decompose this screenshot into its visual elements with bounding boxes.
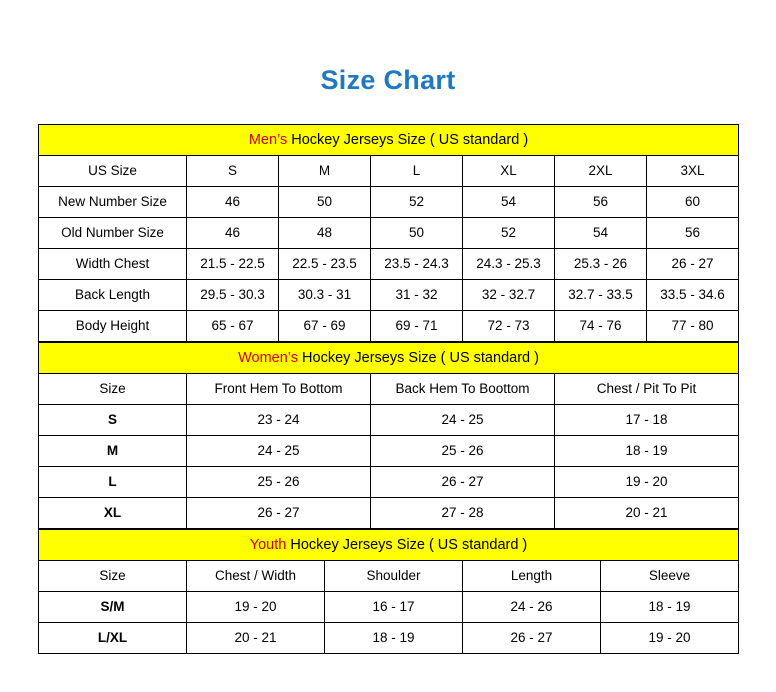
mens-row-2-val-4: 25.3 - 26: [555, 248, 647, 279]
mens-row-3-val-5: 33.5 - 34.6: [647, 279, 739, 310]
womens-row-1-val-2: 18 - 19: [555, 435, 739, 466]
mens-row-2-val-0: 21.5 - 22.5: [187, 248, 279, 279]
table-row: [39, 248, 739, 279]
mens-col-4: XL: [463, 155, 555, 186]
youth-col-0: Size: [39, 560, 187, 591]
mens-column-headers: [39, 155, 739, 186]
table-row: [39, 435, 739, 466]
mens-row-3-val-4: 32.7 - 33.5: [555, 279, 647, 310]
mens-col-3: L: [371, 155, 463, 186]
womens-row-2-val-1: 26 - 27: [371, 466, 555, 497]
table-row: [39, 497, 739, 528]
womens-row-0-val-2: 17 - 18: [555, 404, 739, 435]
mens-section-header: [39, 124, 739, 155]
mens-row-4-val-5: 77 - 80: [647, 310, 739, 341]
womens-col-1: Front Hem To Bottom: [187, 373, 371, 404]
mens-row-4-val-0: 65 - 67: [187, 310, 279, 341]
mens-row-2-val-3: 24.3 - 25.3: [463, 248, 555, 279]
youth-row-1-val-1: 18 - 19: [325, 622, 463, 653]
mens-row-4-val-4: 74 - 76: [555, 310, 647, 341]
womens-row-0-val-1: 24 - 25: [371, 404, 555, 435]
mens-row-1-val-2: 50: [371, 217, 463, 248]
womens-row-3-val-2: 20 - 21: [555, 497, 739, 528]
womens-row-2-val-0: 25 - 26: [187, 466, 371, 497]
mens-col-2: M: [279, 155, 371, 186]
womens-col-2: Back Hem To Boottom: [371, 373, 555, 404]
youth-row-1-val-3: 19 - 20: [601, 622, 739, 653]
table-row: [39, 466, 739, 497]
mens-row-1-label: Old Number Size: [39, 217, 187, 248]
youth-col-4: Sleeve: [601, 560, 739, 591]
womens-row-1-label: M: [39, 435, 187, 466]
youth-col-2: Shoulder: [325, 560, 463, 591]
mens-row-4-val-2: 69 - 71: [371, 310, 463, 341]
youth-col-3: Length: [463, 560, 601, 591]
mens-row-1-val-5: 56: [647, 217, 739, 248]
mens-row-3-val-0: 29.5 - 30.3: [187, 279, 279, 310]
womens-row-0-val-0: 23 - 24: [187, 404, 371, 435]
youth-column-headers: [39, 560, 739, 591]
youth-row-0-val-0: 19 - 20: [187, 591, 325, 622]
mens-row-2-val-1: 22.5 - 23.5: [279, 248, 371, 279]
mens-row-3-val-3: 32 - 32.7: [463, 279, 555, 310]
mens-row-1-val-0: 46: [187, 217, 279, 248]
mens-row-4-label: Body Height: [39, 310, 187, 341]
womens-row-1-val-0: 24 - 25: [187, 435, 371, 466]
womens-row-3-val-1: 27 - 28: [371, 497, 555, 528]
youth-row-1-val-0: 20 - 21: [187, 622, 325, 653]
mens-row-0-val-3: 54: [463, 186, 555, 217]
youth-row-0-val-2: 24 - 26: [463, 591, 601, 622]
mens-col-0: US Size: [39, 155, 187, 186]
womens-row-3-label: XL: [39, 497, 187, 528]
mens-col-1: S: [187, 155, 279, 186]
womens-header-rest: Hockey Jerseys Size ( US standard ): [298, 349, 539, 366]
mens-row-0-val-4: 56: [555, 186, 647, 217]
mens-size-table: [38, 124, 739, 342]
mens-header-cell: [39, 124, 739, 155]
mens-row-3-val-1: 30.3 - 31: [279, 279, 371, 310]
youth-row-0-label: S/M: [39, 591, 187, 622]
mens-col-5: 2XL: [555, 155, 647, 186]
mens-row-3-val-2: 31 - 32: [371, 279, 463, 310]
youth-row-0-val-3: 18 - 19: [601, 591, 739, 622]
mens-header-accent: Men’s: [248, 131, 288, 148]
womens-column-headers: [39, 373, 739, 404]
mens-row-0-val-1: 50: [279, 186, 371, 217]
womens-size-table: [38, 342, 739, 529]
mens-row-0-label: New Number Size: [39, 186, 187, 217]
mens-col-6: 3XL: [647, 155, 739, 186]
womens-section-header: [39, 342, 739, 373]
womens-col-0: Size: [39, 373, 187, 404]
womens-row-2-label: L: [39, 466, 187, 497]
youth-header-accent: Youth: [249, 536, 287, 553]
womens-header-accent: Women’s: [238, 349, 298, 366]
mens-row-0-val-5: 60: [647, 186, 739, 217]
youth-header-cell: [39, 529, 739, 560]
youth-row-1-val-2: 26 - 27: [463, 622, 601, 653]
youth-row-0-val-1: 16 - 17: [325, 591, 463, 622]
youth-section-header: [39, 529, 739, 560]
size-chart-tables: [38, 124, 738, 654]
womens-header-cell: [39, 342, 739, 373]
table-row: [39, 186, 739, 217]
mens-row-1-val-4: 54: [555, 217, 647, 248]
womens-row-3-val-0: 26 - 27: [187, 497, 371, 528]
table-row: [39, 279, 739, 310]
youth-header-rest: Hockey Jerseys Size ( US standard ): [286, 536, 528, 553]
youth-col-1: Chest / Width: [187, 560, 325, 591]
mens-row-0-val-0: 46: [187, 186, 279, 217]
mens-row-1-val-1: 48: [279, 217, 371, 248]
mens-row-1-val-3: 52: [463, 217, 555, 248]
table-row: [39, 404, 739, 435]
mens-header-rest: Hockey Jerseys Size ( US standard ): [287, 131, 529, 148]
table-row: [39, 310, 739, 341]
womens-row-0-label: S: [39, 404, 187, 435]
mens-row-2-val-2: 23.5 - 24.3: [371, 248, 463, 279]
page-title: Size Chart: [320, 65, 456, 95]
youth-size-table: [38, 529, 739, 654]
mens-row-0-val-2: 52: [371, 186, 463, 217]
mens-row-4-val-3: 72 - 73: [463, 310, 555, 341]
womens-col-3: Chest / Pit To Pit: [555, 373, 739, 404]
mens-row-3-label: Back Length: [39, 279, 187, 310]
mens-row-2-label: Width Chest: [39, 248, 187, 279]
mens-row-2-val-5: 26 - 27: [647, 248, 739, 279]
table-row: [39, 217, 739, 248]
table-row: [39, 622, 739, 653]
table-row: [39, 591, 739, 622]
womens-row-1-val-1: 25 - 26: [371, 435, 555, 466]
womens-row-2-val-2: 19 - 20: [555, 466, 739, 497]
mens-row-4-val-1: 67 - 69: [279, 310, 371, 341]
youth-row-1-label: L/XL: [39, 622, 187, 653]
